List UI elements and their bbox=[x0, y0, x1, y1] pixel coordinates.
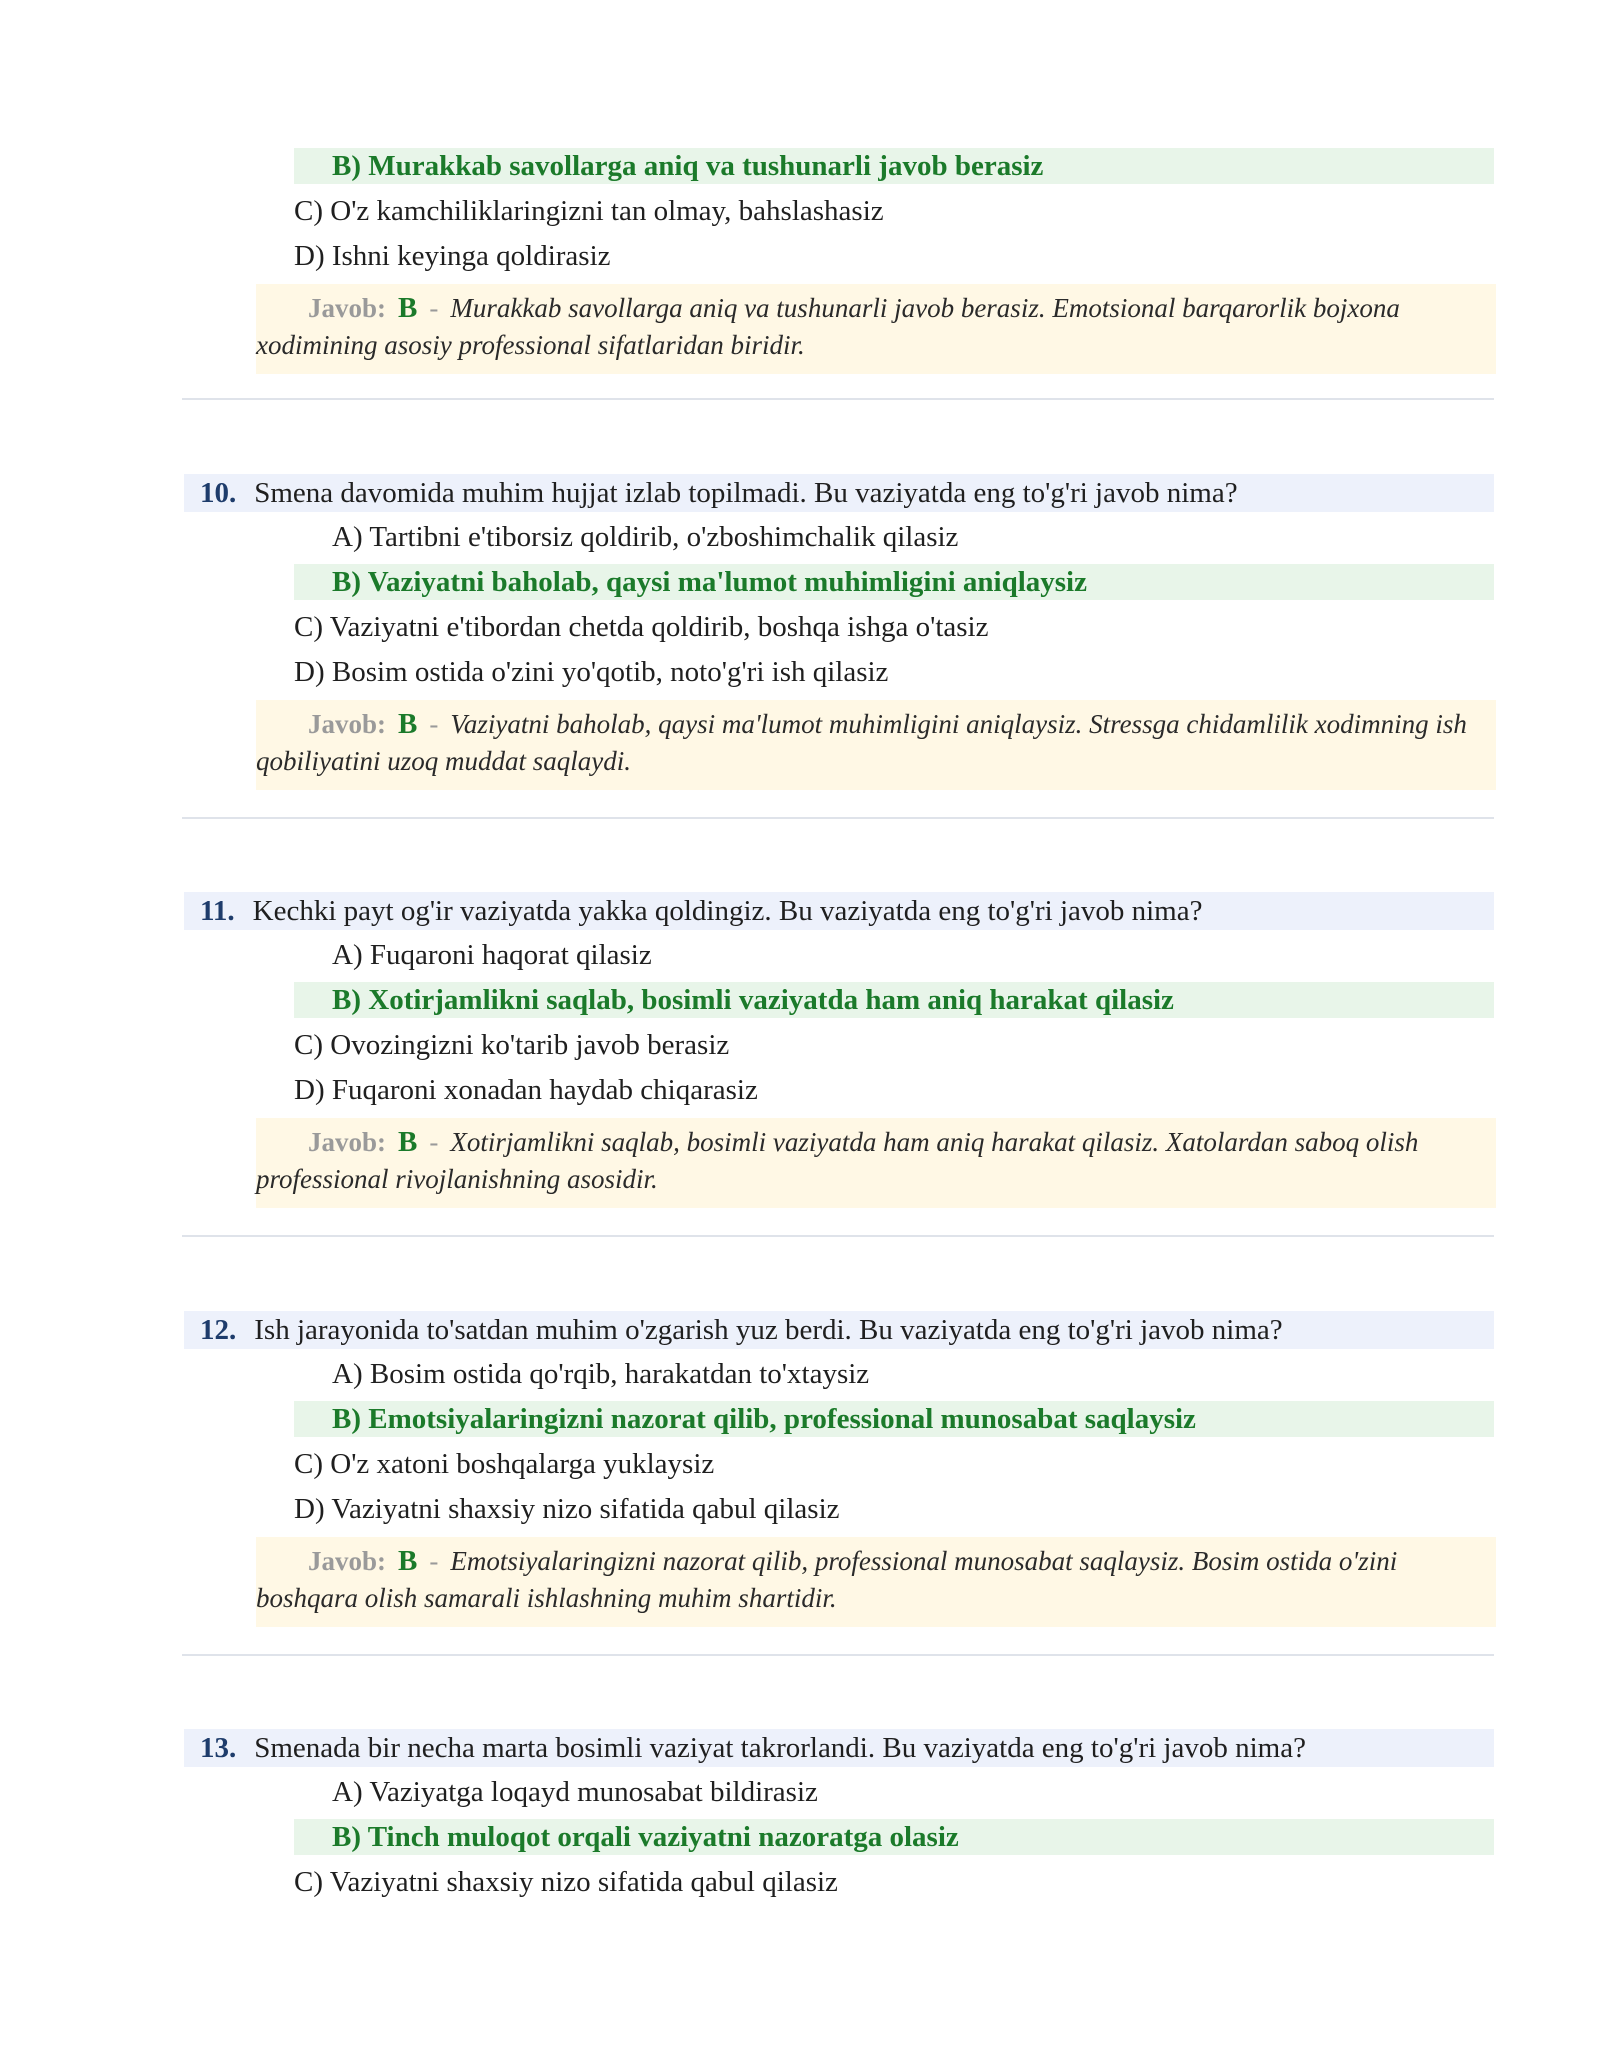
option: A) Bosim ostida qo'rqib, harakatdan to'xtaysiz bbox=[332, 1358, 870, 1390]
answer-label: Javob: bbox=[308, 293, 387, 323]
option: D) Bosim ostida o'zini yo'qotib, noto'g'ri ish qilasiz bbox=[294, 656, 889, 688]
answer-box bbox=[256, 1537, 1496, 1627]
question-text: Kechki payt og'ir vaziyatda yakka qoldingiz. Bu vaziyatda eng to'g'ri javob nima? bbox=[252, 895, 1203, 927]
answer-dash: - bbox=[429, 1546, 439, 1576]
answer-dash: - bbox=[429, 709, 439, 739]
answer-key: B bbox=[398, 1545, 418, 1577]
option: C) O'z kamchiliklaringizni tan olmay, bahslashasiz bbox=[294, 195, 884, 227]
question-number: 13. bbox=[200, 1732, 237, 1764]
answer-label: Javob: bbox=[308, 709, 387, 739]
answer-key: B bbox=[398, 708, 418, 740]
option-correct: B) Emotsiyalaringizni nazorat qilib, professional munosabat saqlaysiz bbox=[294, 1401, 1494, 1437]
question-text: Smena davomida muhim hujjat izlab topilmadi. Bu vaziyatda eng to'g'ri javob nima? bbox=[254, 477, 1238, 509]
divider bbox=[182, 817, 1494, 819]
divider bbox=[182, 398, 1494, 400]
option-correct: B) Murakkab savollarga aniq va tushunarli javob berasiz bbox=[294, 148, 1494, 184]
question-line bbox=[184, 1729, 1494, 1767]
question-line bbox=[184, 474, 1494, 512]
question-line bbox=[184, 1311, 1494, 1349]
question-line bbox=[184, 892, 1494, 930]
answer-label: Javob: bbox=[308, 1546, 387, 1576]
option: A) Fuqaroni haqorat qilasiz bbox=[332, 939, 652, 971]
answer-explanation: Murakkab savollarga aniq va tushunarli javob berasiz. Emotsional barqarorlik bojxona xodimining asosiy professional sifatlaridan biridir. bbox=[256, 293, 1400, 360]
answer-dash: - bbox=[429, 293, 439, 323]
option-correct: B) Vaziyatni baholab, qaysi ma'lumot muhimligini aniqlaysiz bbox=[294, 564, 1494, 600]
option: D) Ishni keyinga qoldirasiz bbox=[294, 240, 611, 272]
answer-explanation: Vaziyatni baholab, qaysi ma'lumot muhimligini aniqlaysiz. Stressga chidamlilik xodimning ish qobiliyatini uzoq muddat saqlaydi. bbox=[256, 709, 1467, 776]
option: C) Ovozingizni ko'tarib javob berasiz bbox=[294, 1029, 730, 1061]
option: C) O'z xatoni boshqalarga yuklaysiz bbox=[294, 1448, 715, 1480]
option: A) Vaziyatga loqayd munosabat bildirasiz bbox=[332, 1776, 818, 1808]
answer-box bbox=[256, 1118, 1496, 1208]
option-correct: B) Xotirjamlikni saqlab, bosimli vaziyatda ham aniq harakat qilasiz bbox=[294, 982, 1494, 1018]
question-number: 12. bbox=[200, 1314, 237, 1346]
option-correct: B) Tinch muloqot orqali vaziyatni nazoratga olasiz bbox=[294, 1819, 1494, 1855]
answer-explanation: Xotirjamlikni saqlab, bosimli vaziyatda ham aniq harakat qilasiz. Xatolardan saboq olish professional rivojlanishning asosidir. bbox=[256, 1127, 1419, 1194]
answer-explanation: Emotsiyalaringizni nazorat qilib, professional munosabat saqlaysiz. Bosim ostida o'zini boshqara olish samarali ishlashning muhim shartidir. bbox=[256, 1546, 1398, 1613]
question-text: Smenada bir necha marta bosimli vaziyat takrorlandi. Bu vaziyatda eng to'g'ri javob nima? bbox=[254, 1732, 1306, 1764]
option: C) Vaziyatni e'tibordan chetda qoldirib, boshqa ishga o'tasiz bbox=[294, 611, 989, 643]
divider bbox=[182, 1235, 1494, 1237]
answer-box bbox=[256, 700, 1496, 790]
answer-key: B bbox=[398, 1126, 418, 1158]
question-number: 11. bbox=[200, 895, 235, 927]
question-text: Ish jarayonida to'satdan muhim o'zgarish yuz berdi. Bu vaziyatda eng to'g'ri javob nima? bbox=[254, 1314, 1283, 1346]
answer-box bbox=[256, 284, 1496, 374]
option: C) Vaziyatni shaxsiy nizo sifatida qabul qilasiz bbox=[294, 1866, 838, 1898]
option: A) Tartibni e'tiborsiz qoldirib, o'zboshimchalik qilasiz bbox=[332, 521, 959, 553]
divider bbox=[182, 1654, 1494, 1656]
option: D) Fuqaroni xonadan haydab chiqarasiz bbox=[294, 1074, 758, 1106]
question-number: 10. bbox=[200, 477, 237, 509]
answer-key: B bbox=[398, 292, 418, 324]
answer-label: Javob: bbox=[308, 1127, 387, 1157]
answer-dash: - bbox=[429, 1127, 439, 1157]
option: D) Vaziyatni shaxsiy nizo sifatida qabul qilasiz bbox=[294, 1493, 840, 1525]
